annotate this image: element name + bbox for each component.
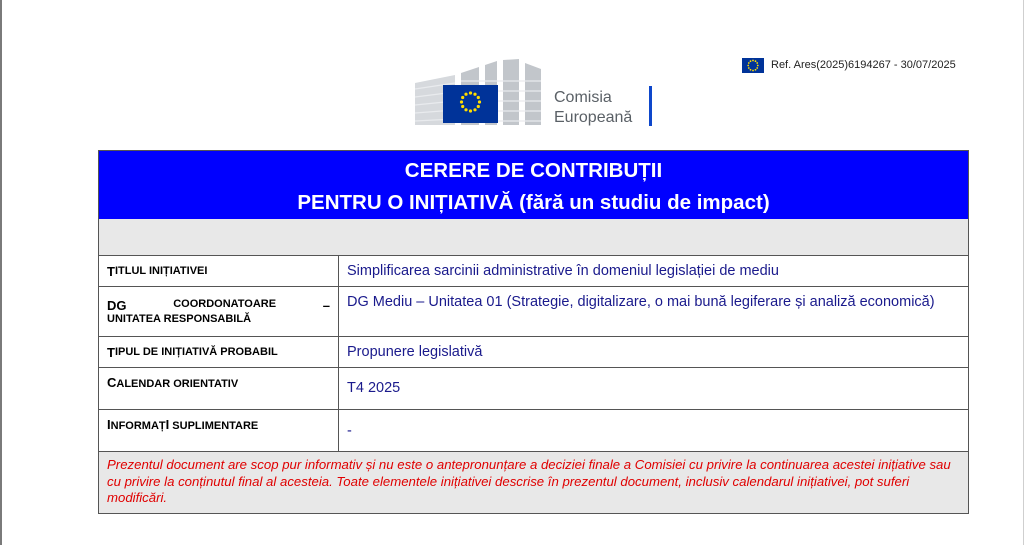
banner-spacer-row [99, 219, 968, 256]
title-line-1: CERERE DE CONTRIBUȚII [404, 159, 663, 182]
row-label-info: INFORMAȚI SUPLIMENTARE [99, 410, 339, 451]
row-label-dg: DG COORDONATOARE – UNITATEA RESPONSABILĂ [99, 287, 339, 336]
logo-accent-bar [649, 86, 652, 126]
row-value-dg: DG Mediu – Unitatea 01 (Strategie, digitalizare, o mai bună legiferare și analiză economică) [347, 294, 935, 310]
logo-line-comisia: Comisia [554, 89, 612, 106]
title-line-2: PENTRU O INIȚIATIVĂ (fără un studiu de impact) [297, 191, 770, 214]
table-row-calendar [99, 368, 968, 410]
row-label-type: T IPUL DE INIȚIATIVĂ PROBABIL [99, 337, 339, 367]
table-row-type [99, 337, 968, 368]
reference-number: Ref. Ares(2025)6194267 - 30/07/2025 [771, 59, 956, 71]
logo-wordmark [554, 88, 632, 128]
row-value-type: Propunere legislativă [347, 344, 483, 360]
table-row-dg [99, 287, 968, 337]
table-row-title [99, 256, 968, 287]
table-row-info [99, 410, 968, 452]
commission-building-icon [415, 59, 555, 129]
disclaimer-text: Prezentul document are scop pur informativ și nu este o antepronunțare a deciziei finale a Comisiei cu privire la continuarea acestei inițiative sau cu privire la conținutul final al acesteia. Toate elementele inițiativei descrise în prezentul document, inclusiv calendarul inițiativei, pot suferi modificări. [99, 452, 968, 513]
row-label-title: T ITLUL INIȚIATIVEI [99, 256, 339, 286]
eu-flag-icon [742, 58, 764, 73]
row-value-title: Simplificarea sarcinii administrative în domeniul legislației de mediu [347, 263, 779, 279]
row-value-calendar: T4 2025 [347, 380, 401, 396]
logo-line-europeana: Europeană [554, 109, 633, 126]
row-value-info: - [347, 423, 352, 439]
page-left-edge [0, 0, 2, 545]
reference-stamp [742, 57, 956, 73]
row-label-calendar: CALENDAR ORIENTATIV [99, 368, 339, 409]
document-title-banner [99, 151, 968, 219]
